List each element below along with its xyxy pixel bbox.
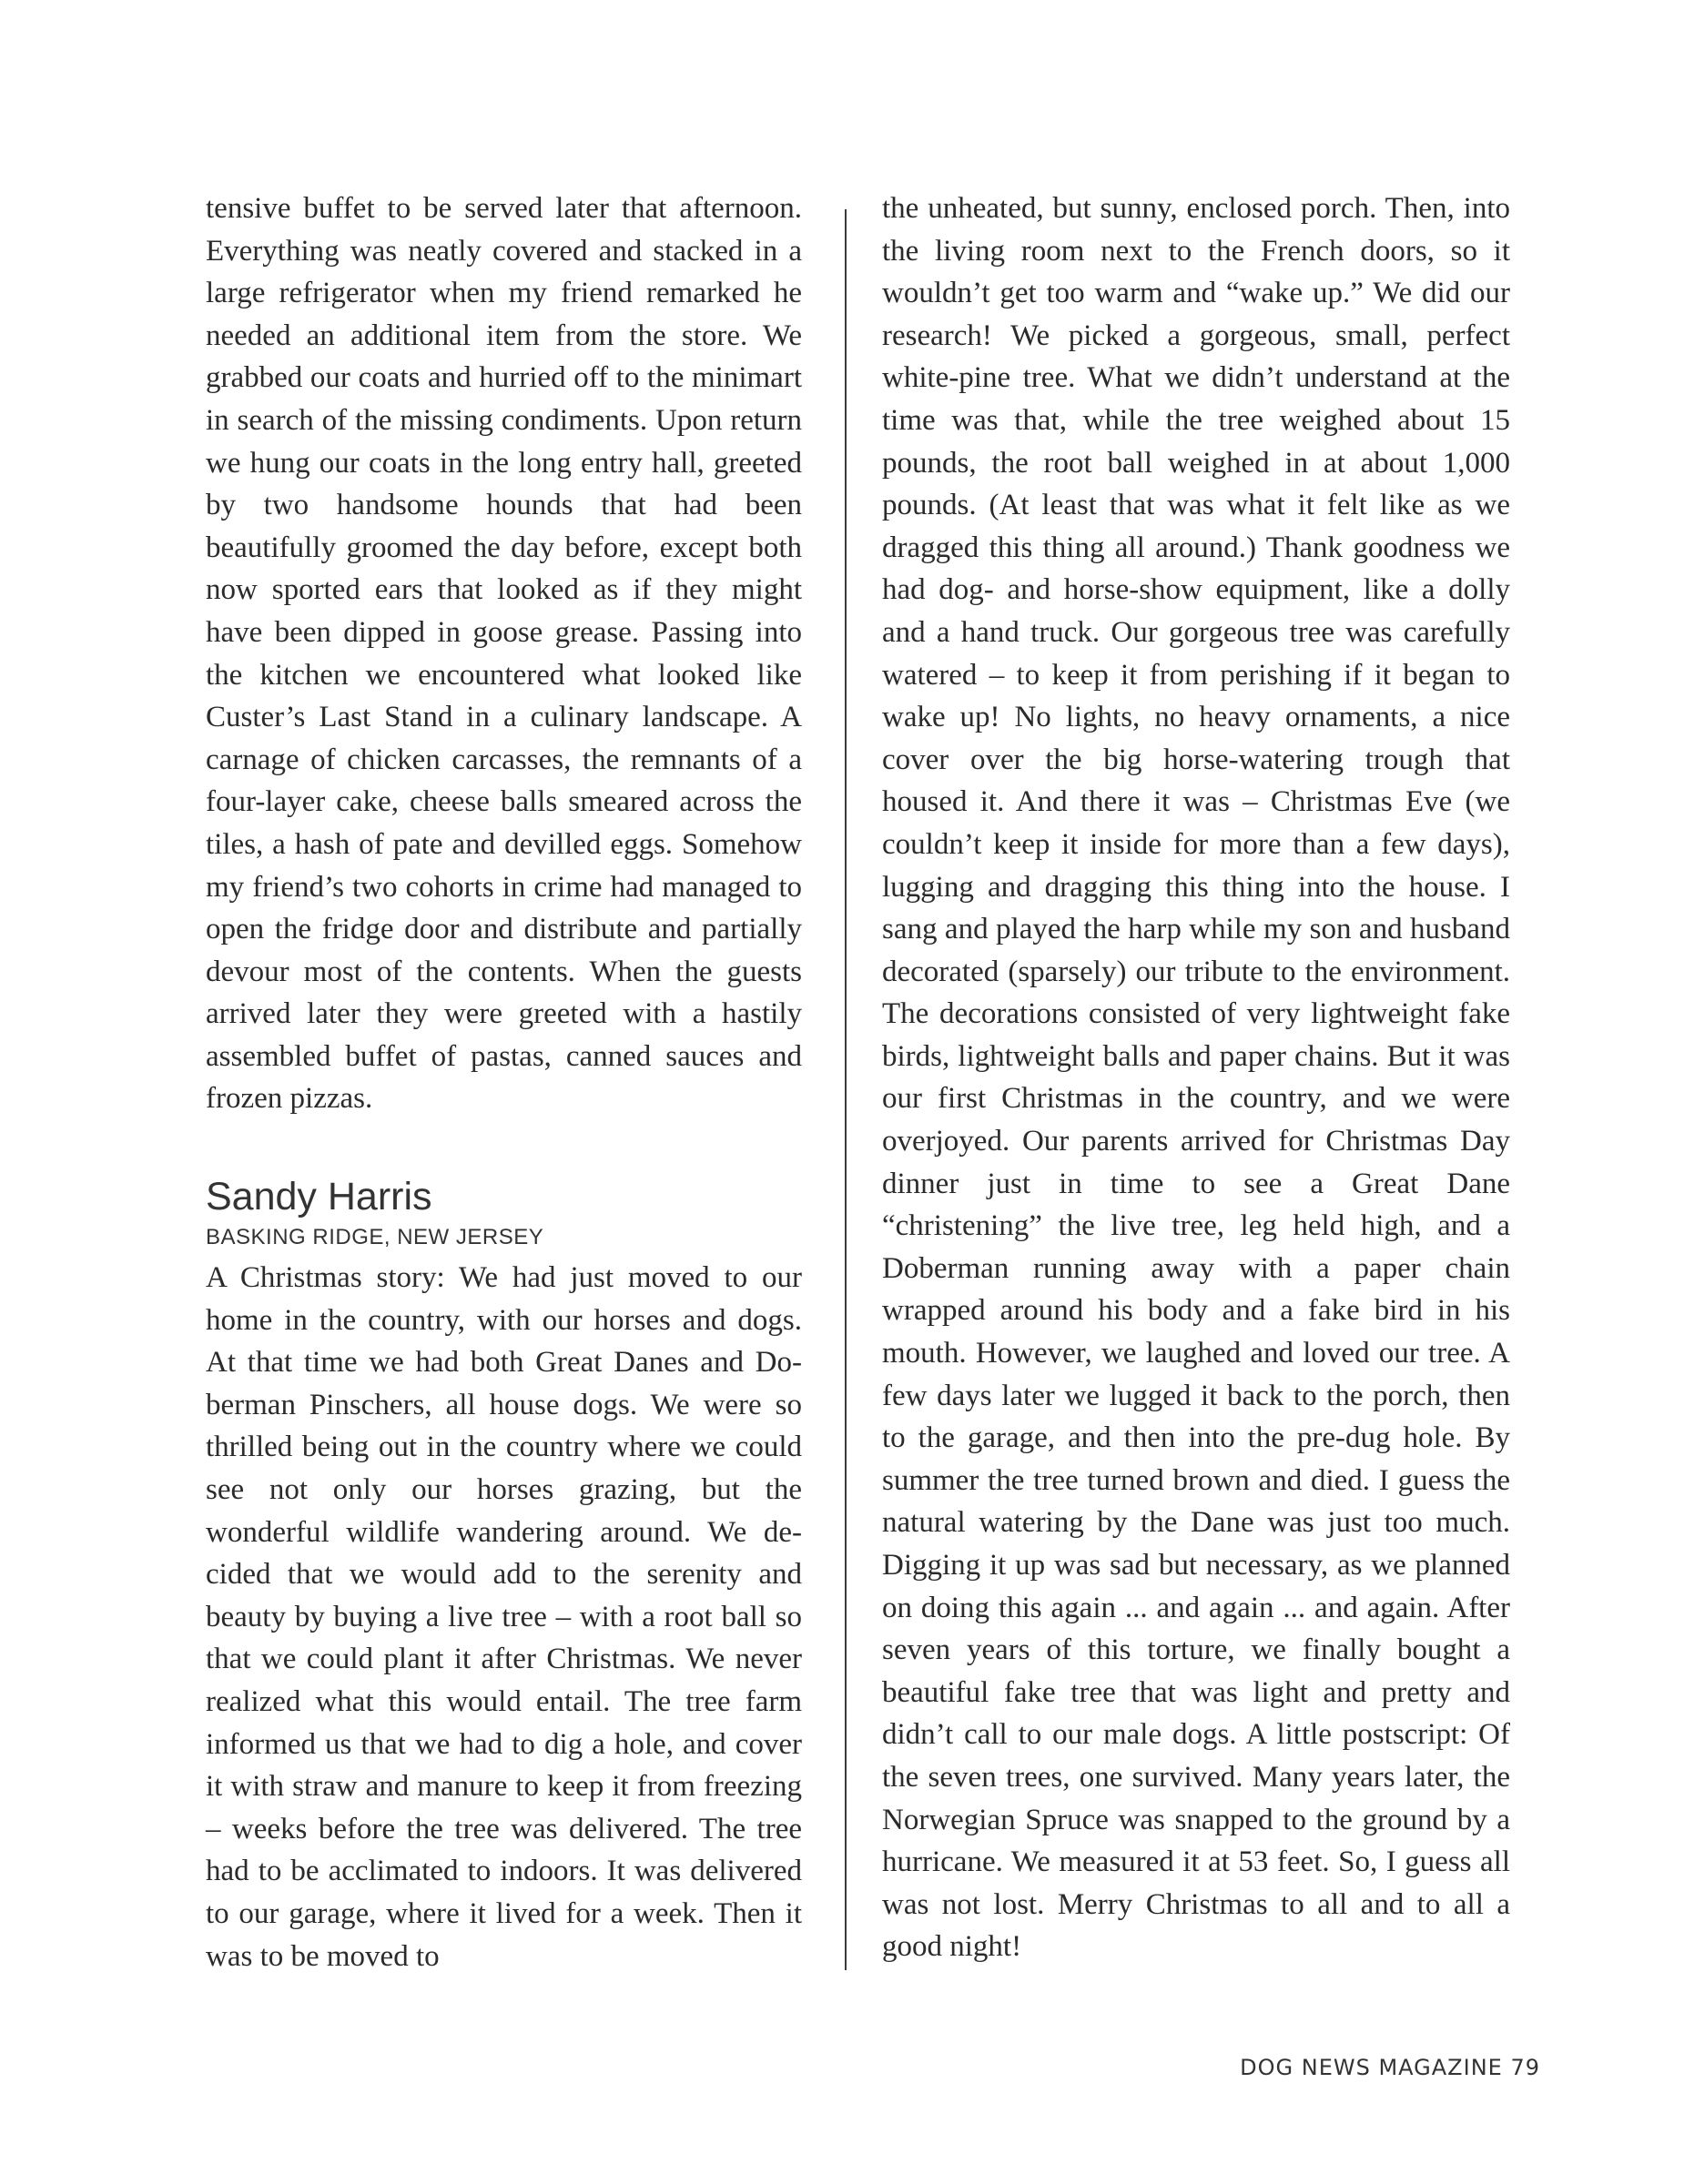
continued-story-paragraph: tensive buffet to be served later that afternoon. Everything was neatly covered and stacked in a large refrigerator when my friend remarked he needed an additional item from the store. We grabbed our coats and hurried off to the minimart in search of the missing condiments. Upon return we hung our coats in the long entry hall, greeted by two handsome hounds that had been beautifully groomed the day before, except both now sported ears that looked as if they might have been dipped in goose grease. Passing into the kitchen we encountered what looked like Custer’s Last Stand in a culinary landscape. A carnage of chicken carcasses, the remnants of a four-layer cake, cheese balls smeared across the tiles, a hash of pate and devilled eggs. Somehow my friend’s two cohorts in crime had managed to open the fridge door and distribute and partially devour most of the contents. When the guests arrived later they were greeted with a hastily assembled buffet of pastas, canned sauces and frozen pizzas. bbox=[206, 192, 802, 1116]
section-gap bbox=[206, 1120, 802, 1173]
page-number: 79 bbox=[1510, 2055, 1540, 2080]
publication-name: DOG NEWS MAGAZINE bbox=[1240, 2055, 1503, 2080]
column-divider bbox=[845, 209, 847, 1970]
story-paragraph-start: A Christmas story: We had just moved to our home in the country, with our horses and dogs. At that time we had both Great Danes and Doberman Pinschers, all house dogs. We were so thrilled being out in the country where we could see not only our horses grazing, but the wonderful wildlife wandering around. We decided that we would add to the serenity and beauty by buying a live tree – with a root ball so that we could plant it after Christmas. We never realized what this would entail. The tree farm informed us that we had to dig a hole, and cover it with straw and manure to keep it from freezing – weeks before the tree was delivered. The tree had to be acclimated to indoors. It was delivered to our garage, where it lived for a week. Then it was to be moved to bbox=[206, 1261, 802, 1973]
left-column bbox=[206, 187, 802, 1977]
story-paragraph-continued: the unheated, but sunny, enclosed porch. Then, into the living room next to the French doors, so it wouldn’t get too warm and “wake up.” We did our research! We picked a gorgeous, small, perfect white-pine tree. What we didn’t understand at the time was that, while the tree weighed about 15 pounds, the root ball weighed in at about 1,000 pounds. (At least that was what it felt like as we dragged this thing all around.) Thank goodness we had dog- and horse-show equipment, like a dolly and a hand truck. Our gorgeous tree was carefully watered – to keep it from perishing if it began to wake up! No lights, no heavy ornaments, a nice cover over the big horse-watering trough that housed it. And there it was – Christmas Eve (we couldn’t keep it inside for more than a few days), lugging and dragging this thing into the house. I sang and played the harp while my son and husband decorated (sparsely) our tribute to the environment. The decorations consisted of very lightweight fake birds, lightweight balls and paper chains. But it was our first Christmas in the country, and we were overjoyed. Our parents arrived for Christmas Day dinner just in time to see a Great Dane “christening” the live tree, leg held high, and a Doberman running away with a paper chain wrapped around his body and a fake bird in his mouth. However, we laughed and loved our tree. A few days later we lugged it back to the porch, then to the garage, and then into the pre-dug hole. By summer the tree turned brown and died. I guess the natural watering by the Dane was just too much. Digging it up was sad but necessary, as we planned on doing this again ... and again ... and again. After seven years of this torture, we finally bought a beautiful fake tree that was light and pretty and didn’t call to our male dogs. A little postscript: Of the seven trees, one survived. Many years later, the Norwegian Spruce was snapped to the ground by a hurricane. We measured it at 53 feet. So, I guess all was not lost. Merry Christmas to all and to all a good night! bbox=[882, 192, 1510, 1964]
author-name: Sandy Harris bbox=[206, 1175, 432, 1219]
right-column bbox=[882, 187, 1510, 1968]
page-footer bbox=[1240, 2055, 1540, 2080]
author-location: BASKING RIDGE, NEW JERSEY bbox=[206, 1225, 544, 1250]
